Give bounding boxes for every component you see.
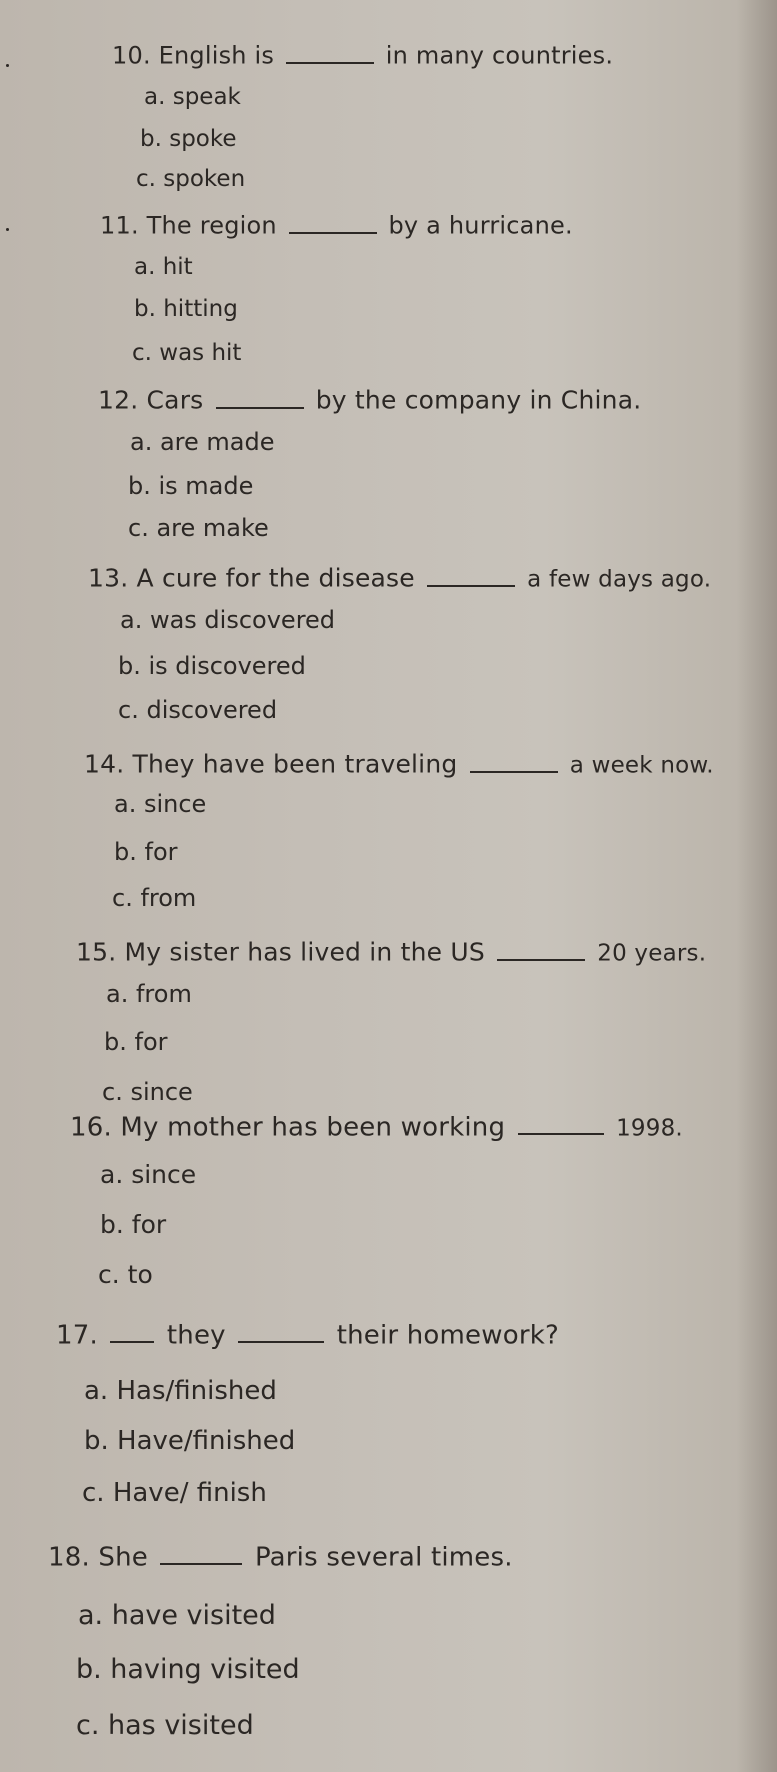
question-text-before: The region <box>146 211 277 240</box>
option-c[interactable]: c. has visited <box>76 1710 254 1741</box>
answer-blank[interactable] <box>289 210 377 234</box>
option-c[interactable]: c. since <box>102 1078 193 1106</box>
question-number: 13. <box>88 563 129 593</box>
question-text-after: by a hurricane. <box>388 211 573 240</box>
option-b[interactable]: b. Have/finished <box>84 1426 296 1456</box>
option-a[interactable]: a. since <box>114 790 207 818</box>
question-number: 10. <box>112 41 151 70</box>
margin-mark <box>6 64 9 67</box>
question-text-after: their homework? <box>336 1320 559 1351</box>
option-c[interactable]: c. discovered <box>118 696 278 724</box>
question-13 <box>88 562 711 593</box>
option-a[interactable]: a. have visited <box>78 1600 276 1631</box>
option-b[interactable]: b. is made <box>128 472 254 500</box>
question-17 <box>56 1318 559 1350</box>
question-number: 14. <box>84 749 125 779</box>
question-18 <box>48 1540 513 1572</box>
question-12 <box>98 384 641 415</box>
question-15 <box>76 936 706 967</box>
question-text-after: Paris several times. <box>254 1542 513 1573</box>
option-c[interactable]: c. are make <box>128 514 269 542</box>
option-c[interactable]: c. to <box>98 1260 153 1289</box>
option-a[interactable]: a. was discovered <box>120 606 336 634</box>
answer-blank[interactable] <box>286 40 374 64</box>
question-number: 12. <box>98 385 139 415</box>
option-c[interactable]: c. was hit <box>132 340 242 366</box>
question-text-after: by the company in China. <box>315 385 642 415</box>
answer-blank[interactable] <box>518 1110 604 1135</box>
option-a[interactable]: a. are made <box>130 428 275 456</box>
option-a[interactable]: a. from <box>106 980 192 1008</box>
answer-blank[interactable] <box>110 1318 154 1343</box>
option-c[interactable]: c. spoken <box>136 166 246 192</box>
question-number: 17. <box>56 1320 98 1351</box>
option-c[interactable]: c. Have/ finish <box>82 1478 267 1508</box>
option-b[interactable]: b. hitting <box>134 296 238 322</box>
option-a[interactable]: a. hit <box>134 254 193 280</box>
margin-mark <box>6 228 9 231</box>
option-b[interactable]: b. for <box>100 1210 167 1239</box>
answer-blank[interactable] <box>160 1540 242 1565</box>
question-text-before: Cars <box>146 385 204 415</box>
question-number: 15. <box>76 937 117 967</box>
answer-blank[interactable] <box>470 748 558 773</box>
question-text-before: English is <box>158 41 275 70</box>
question-text-after: 20 years. <box>597 940 707 967</box>
option-b[interactable]: b. for <box>114 838 178 866</box>
question-10 <box>112 40 613 70</box>
question-text-after: 1998. <box>616 1115 683 1142</box>
option-a[interactable]: a. since <box>100 1160 197 1189</box>
question-11 <box>100 210 573 240</box>
option-b[interactable]: b. spoke <box>140 126 237 152</box>
question-14 <box>84 748 714 779</box>
answer-blank[interactable] <box>238 1318 324 1343</box>
option-b[interactable]: b. is discovered <box>118 652 306 680</box>
question-text-after: in many countries. <box>385 41 614 70</box>
answer-blank[interactable] <box>427 562 515 587</box>
option-b[interactable]: b. having visited <box>76 1654 300 1685</box>
question-number: 18. <box>48 1542 90 1573</box>
option-a[interactable]: a. Has/finished <box>84 1376 277 1406</box>
question-number: 11. <box>100 211 139 240</box>
question-text-after: a few days ago. <box>527 566 712 593</box>
question-text-before: A cure for the disease <box>136 563 415 593</box>
page-edge-shadow <box>737 0 777 1772</box>
option-c[interactable]: c. from <box>112 884 197 912</box>
option-b[interactable]: b. for <box>104 1028 168 1056</box>
question-text-after: a week now. <box>569 752 714 779</box>
answer-blank[interactable] <box>497 936 585 961</box>
question-number: 16. <box>70 1112 112 1143</box>
question-text-before: My sister has lived in the US <box>124 937 485 967</box>
question-text-before: They have been traveling <box>132 749 458 779</box>
question-text-before: My mother has been working <box>120 1112 506 1143</box>
answer-blank[interactable] <box>216 384 304 409</box>
question-text-before: She <box>98 1542 149 1573</box>
option-a[interactable]: a. speak <box>144 84 241 110</box>
question-text-middle: they <box>166 1320 226 1351</box>
question-16 <box>70 1110 683 1142</box>
